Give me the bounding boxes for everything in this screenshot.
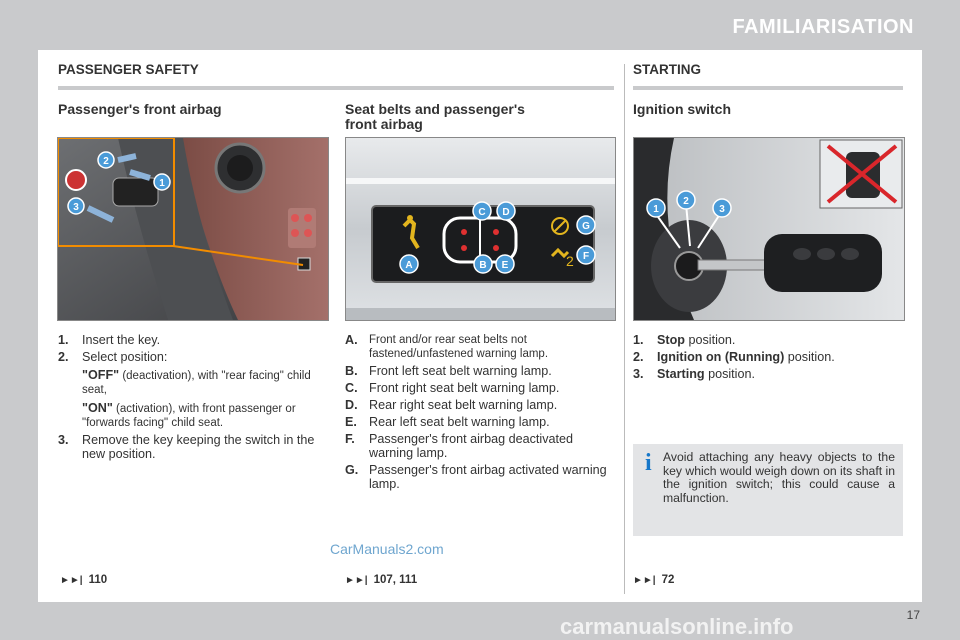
reference-pages: 72: [661, 574, 675, 586]
legend-text: Front right seat belt warning lamp.: [369, 381, 560, 395]
reference-pages: 110: [88, 574, 108, 586]
list-item: [58, 433, 328, 461]
airbag-switch-image: [57, 137, 329, 321]
list-item: [58, 333, 328, 347]
legend-text: Front and/or rear seat belts not fastened/unfastened warning lamp.: [369, 334, 549, 360]
page-number: 17: [906, 608, 920, 622]
legend-letter: G.: [345, 463, 359, 477]
page-reference-icon: ►►|: [633, 575, 656, 586]
position-number: 3.: [633, 367, 644, 381]
reference-link[interactable]: [633, 574, 674, 586]
position-number: 1.: [633, 333, 644, 347]
list-item: [345, 333, 615, 361]
position-number: 2.: [633, 350, 644, 364]
seatbelt-warning-image: [345, 137, 616, 321]
legend-letter: F.: [345, 432, 355, 446]
list-item: [633, 367, 903, 381]
section-title-starting: STARTING: [633, 62, 701, 77]
info-text: Avoid attaching any heavy objects to the key which would weigh down on its shaft in the ignition switch; this could cause a malfunction.: [663, 450, 895, 505]
legend-text: Rear left seat belt warning lamp.: [369, 415, 550, 429]
image-label: A: [405, 260, 413, 271]
legend-letter: A.: [345, 333, 358, 347]
legend-text: Rear right seat belt warning lamp.: [369, 398, 558, 412]
page-reference-icon: ►►|: [345, 575, 368, 586]
image-label: C: [478, 207, 486, 218]
chapter-title: FAMILIARISATION: [732, 16, 914, 38]
seatbelts-heading-line2: front airbag: [345, 116, 423, 132]
off-position-note: [82, 368, 328, 397]
list-item: [345, 398, 615, 412]
legend-text: Passenger's front airbag activated warning lamp.: [369, 463, 607, 491]
list-item: [345, 415, 615, 429]
off-label: "OFF": [82, 368, 120, 382]
legend-letter: C.: [345, 381, 358, 395]
legend-text: Front left seat belt warning lamp.: [369, 364, 552, 378]
image-label: 1: [653, 204, 659, 215]
position-label: Starting: [657, 367, 705, 381]
image-label: D: [502, 207, 510, 218]
list-item: [345, 432, 615, 460]
seatbelts-heading: [345, 102, 525, 132]
legend-letter: E.: [345, 415, 357, 429]
list-item: [633, 333, 903, 347]
seatbelt-legend: [345, 333, 615, 494]
list-item: [345, 364, 615, 378]
ignition-switch-image: [633, 137, 905, 321]
off-text: (deactivation), with "rear facing" child seat,: [82, 370, 311, 396]
reference-link[interactable]: [60, 574, 107, 586]
airbag-steps: [58, 333, 328, 464]
legend-letter: B.: [345, 364, 358, 378]
ignition-heading: Ignition switch: [633, 101, 731, 117]
watermark: CarManuals2.com: [330, 541, 444, 557]
position-text: position.: [784, 350, 835, 364]
section-rule: [633, 86, 903, 90]
list-item: [633, 350, 903, 364]
svg-text:1: 1: [159, 178, 165, 189]
legend-letter: D.: [345, 398, 358, 412]
image-label: E: [501, 260, 509, 271]
info-box: [633, 444, 903, 536]
on-label: "ON": [82, 401, 113, 415]
site-watermark: carmanualsonline.info: [560, 614, 794, 639]
image-label: 2: [683, 196, 689, 207]
reference-pages: 107, 111: [373, 574, 418, 586]
svg-text:2: 2: [566, 253, 574, 269]
step-number: 3.: [58, 433, 69, 447]
step-text: Insert the key.: [82, 333, 161, 347]
image-label: F: [582, 251, 590, 262]
position-text: position.: [684, 333, 736, 347]
image-label: 3: [719, 204, 725, 215]
image-label: B: [479, 260, 487, 271]
ignition-positions: [633, 333, 903, 384]
legend-text: Passenger's front airbag deactivated warning lamp.: [369, 432, 574, 460]
list-item: [58, 350, 328, 430]
section-title-passenger-safety: PASSENGER SAFETY: [58, 62, 199, 77]
section-rule: [58, 86, 614, 90]
list-item: [345, 381, 615, 395]
info-icon: i: [645, 450, 652, 476]
on-text: (activation), with front passenger or "forwards facing" child seat.: [82, 403, 296, 429]
svg-text:2: 2: [103, 156, 109, 167]
position-text: position.: [704, 367, 755, 381]
position-label: Stop: [657, 333, 685, 347]
image-label: G: [582, 221, 590, 232]
seatbelts-heading-line1: Seat belts and passenger's: [345, 101, 525, 117]
step-number: 2.: [58, 350, 69, 364]
step-text: Select position:: [82, 350, 168, 364]
airbag-heading: Passenger's front airbag: [58, 101, 222, 117]
on-position-note: [82, 401, 328, 430]
svg-text:3: 3: [73, 202, 79, 213]
step-text: Remove the key keeping the switch in the new position.: [82, 433, 315, 461]
list-item: [345, 463, 615, 491]
page-reference-icon: ►►|: [60, 575, 83, 586]
reference-link[interactable]: [345, 574, 417, 586]
position-label: Ignition on (Running): [657, 350, 785, 364]
column-divider: [624, 64, 625, 594]
page-header: [0, 0, 960, 50]
step-number: 1.: [58, 333, 69, 347]
